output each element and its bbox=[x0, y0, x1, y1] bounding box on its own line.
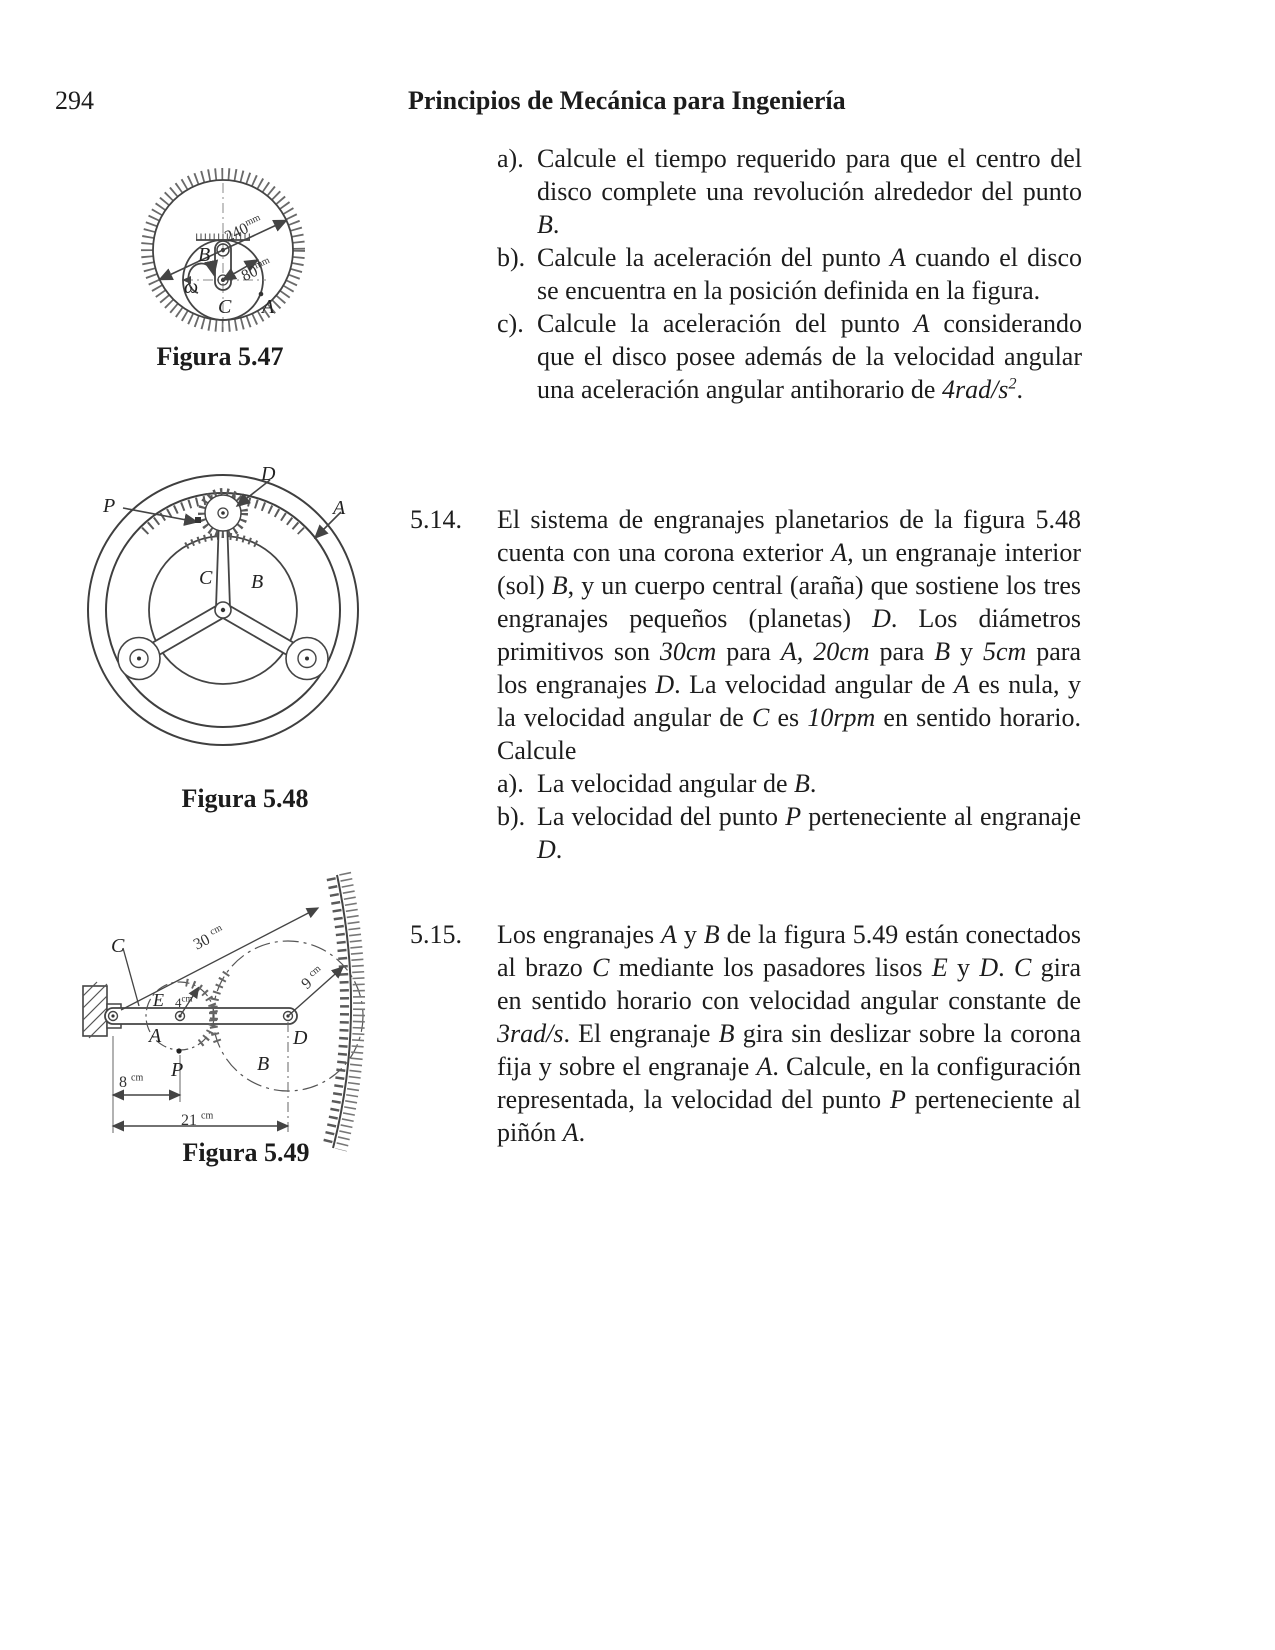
dim-4cm-label: $4^{cm}$ bbox=[175, 993, 193, 1010]
item-text: Calcule la aceleración del punto A cuando el disco se encuentra en la posición definida en la figura. bbox=[537, 243, 1082, 305]
spider-c-label: C bbox=[199, 567, 213, 589]
item-label: a). bbox=[497, 144, 524, 173]
figure-5-47 bbox=[138, 155, 338, 340]
list-item-c bbox=[497, 307, 1082, 406]
list-item-a bbox=[497, 767, 1081, 800]
item-label: b). bbox=[497, 243, 526, 272]
item-label: c). bbox=[497, 309, 524, 338]
omega-label: ω bbox=[184, 276, 199, 298]
item-text: Calcule la aceleración del punto A considerando que el disco posee además de la velocidad angular una aceleración angular antihorario de $4rad/s^2$. bbox=[537, 309, 1082, 404]
figure-5-48-caption: Figura 5.48 bbox=[181, 784, 309, 813]
pin-e-label: E bbox=[153, 990, 164, 1010]
pin-d-label: D bbox=[293, 1027, 308, 1049]
item-label: a). bbox=[497, 769, 524, 798]
page-title: Principios de Mecánica para Ingeniería bbox=[408, 86, 846, 115]
problem-5-15 bbox=[410, 918, 1082, 1149]
problem-number: 5.14. bbox=[410, 505, 462, 534]
item-text: La velocidad del punto P perteneciente al engranaje D. bbox=[537, 802, 1082, 864]
planet-d-label: D bbox=[261, 463, 276, 485]
dim-9cm-label: 9 $^{cm}$ bbox=[298, 963, 324, 993]
item-text: Calcule el tiempo requerido para que el centro del disco complete una revolución alrededor del punto B. bbox=[537, 144, 1082, 239]
point-b-label: B bbox=[198, 244, 211, 266]
gear-arm-mechanism-drawing bbox=[75, 870, 375, 1152]
planetary-gear-drawing bbox=[85, 458, 365, 763]
dim-21cm-label: 21 $^{cm}$ bbox=[181, 1110, 214, 1129]
dim-240mm-label: $240^{mm}$ bbox=[222, 212, 263, 246]
dim-80mm-label: $80^{mm}$ bbox=[238, 254, 272, 285]
figure-5-49-caption: Figura 5.49 bbox=[182, 1138, 310, 1167]
point-a-label: A bbox=[262, 296, 275, 318]
problem-number: 5.15. bbox=[410, 920, 462, 949]
arm-c-label: C bbox=[111, 935, 125, 957]
intro-items-block bbox=[497, 142, 1082, 406]
figure-5-49 bbox=[75, 870, 375, 1152]
ring-a-label: A bbox=[333, 497, 346, 519]
figure-5-48 bbox=[85, 458, 365, 763]
point-c-label: C bbox=[218, 296, 232, 318]
problem-text: Los engranajes A y B de la figura 5.49 están conectados al brazo C mediante los pasadores lisos E y D. C gira en sentido horario con velocidad angular constante de 3rad/s. El engranaje B gira sin deslizar sobre la corona fija y sobre el engranaje A. Calcule, en la configuración representada, la velocidad del punto P perteneciente al piñón A. bbox=[497, 920, 1082, 1147]
sun-b-label: B bbox=[251, 571, 264, 593]
dim-30cm-label: 30 $^{cm}$ bbox=[190, 922, 224, 954]
point-p-label: P bbox=[171, 1059, 184, 1081]
gear-b-label: B bbox=[257, 1053, 270, 1075]
gear-a-label: A bbox=[149, 1025, 162, 1047]
list-item-b bbox=[497, 241, 1082, 307]
problem-5-14 bbox=[410, 503, 1082, 866]
list-item-b bbox=[497, 800, 1081, 866]
list-item-a bbox=[497, 142, 1082, 241]
point-p-label: P bbox=[103, 495, 116, 517]
problem-subitems bbox=[497, 767, 1081, 866]
item-text: La velocidad angular de B. bbox=[537, 769, 817, 798]
problem-text: El sistema de engranajes planetarios de la figura 5.48 cuenta con una corona exterior A, un engranaje interior (sol) B, y un cuerpo central (araña) que sostiene los tres engranajes pequeños (planetas) D. Los diámetros primitivos son 30cm para A, 20cm para B y 5cm para los engranajes D. La velocidad angular de A es nula, y la velocidad angular de C es 10rpm en sentido horario. Calcule bbox=[497, 505, 1081, 765]
page-number: 294 bbox=[55, 86, 94, 115]
figure-5-47-caption: Figura 5.47 bbox=[156, 342, 284, 371]
dim-8cm-label: 8 $^{cm}$ bbox=[119, 1072, 144, 1091]
item-label: b). bbox=[497, 802, 526, 831]
